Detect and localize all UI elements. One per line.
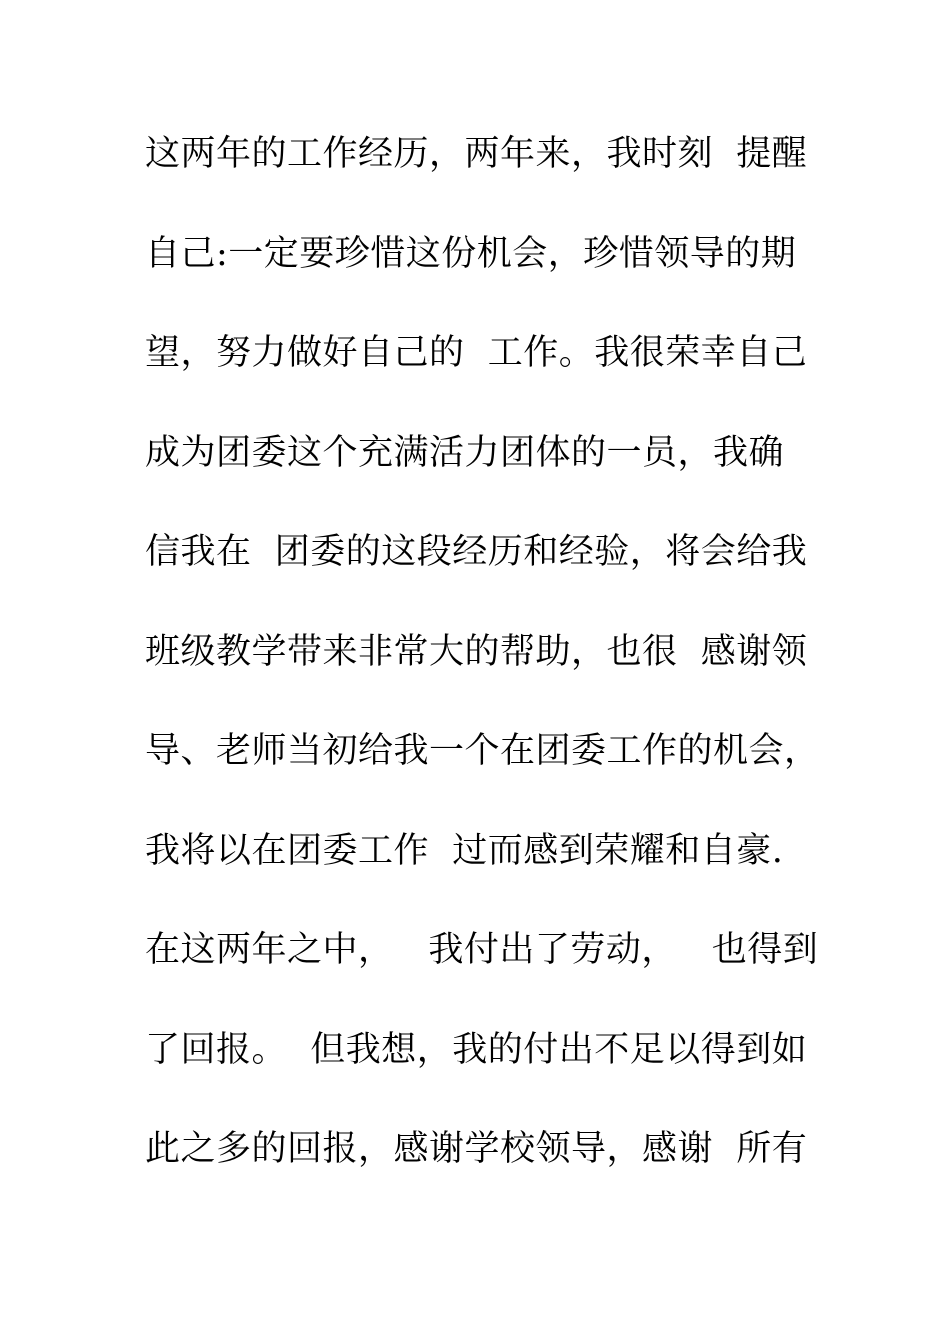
body-text: [145, 124, 820, 1219]
text-line: 这两年的工作经历，两年来，我时刻 提醒: [145, 134, 808, 174]
text-line: 望，努力做好自己的 工作。我很荣幸自己: [145, 333, 808, 373]
text-line: 此之多的回报，感谢学校领导，感谢 所有: [145, 1129, 808, 1169]
text-line: 导、老师当初给我一个在团委工作的机会，: [145, 731, 820, 771]
text-line: 在这两年之中， 我付出了劳动， 也得到: [145, 930, 819, 970]
text-line: 成为团委这个充满活力团体的一员，我确: [145, 432, 785, 473]
text-line: 我将以在团委工作 过而感到荣耀和自豪.: [145, 830, 784, 871]
text-line: 了回报。 但我想，我的付出不足以得到如: [145, 1029, 808, 1070]
text-line: 班级教学带来非常大的帮助，也很 感谢领: [145, 631, 808, 672]
text-line: 自己:一定要珍惜这份机会，珍惜领导的期: [145, 233, 797, 274]
text-line: 信我在 团委的这段经历和经验，将会给我: [145, 532, 808, 572]
